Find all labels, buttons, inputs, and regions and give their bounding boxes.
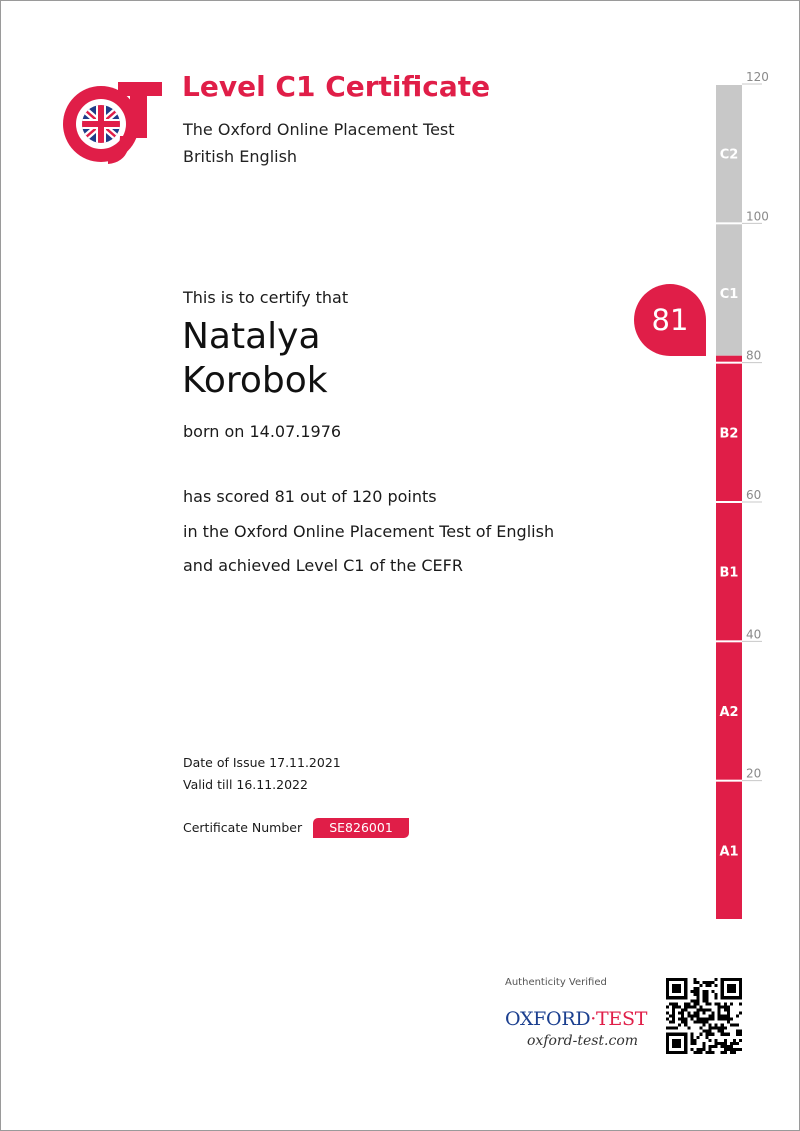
level-line: and achieved Level C1 of the CEFR <box>183 556 463 575</box>
brand-dot-icon: · <box>590 1008 597 1030</box>
scale-tick-label: 100 <box>746 209 769 224</box>
brand-test: TEST <box>596 1008 648 1030</box>
certificate-number-label: Certificate Number <box>183 820 303 835</box>
scale-tick-label: 20 <box>746 766 762 781</box>
scale-band-label: A2 <box>719 705 739 720</box>
candidate-first-name: Natalya <box>182 316 321 357</box>
scale-band-label: C2 <box>719 147 739 163</box>
score-bubble: 81 <box>634 284 706 356</box>
certify-line: This is to certify that <box>183 288 349 307</box>
oxford-test-url[interactable]: oxford-test.com <box>527 1033 639 1049</box>
date-of-issue: Date of Issue 17.11.2021 <box>183 755 341 770</box>
test-line: in the Oxford Online Placement Test of English <box>183 522 555 541</box>
oxford-test-brand <box>505 1008 647 1030</box>
oxford-test-logo-icon <box>58 78 164 170</box>
scale-tick-label: 120 <box>746 70 769 84</box>
scale-tick-label: 40 <box>746 627 762 642</box>
qr-code-icon[interactable] <box>666 978 742 1054</box>
test-variant: British English <box>183 147 298 166</box>
valid-till: Valid till 16.11.2022 <box>183 777 308 792</box>
brand-oxford: OXFORD <box>505 1008 591 1030</box>
birth-date-line: born on 14.07.1976 <box>183 422 342 441</box>
scale-band-label: B1 <box>719 565 739 581</box>
scale-band-c1-filled <box>716 356 742 362</box>
scale-band-label: A1 <box>719 844 739 860</box>
scale-tick-label: 60 <box>746 488 762 502</box>
certificate-number-badge: SE826001 <box>313 818 409 838</box>
cefr-score-scale <box>700 60 790 940</box>
scale-tick-label: 80 <box>746 348 762 363</box>
authenticity-verified: Authenticity Verified <box>505 977 607 988</box>
score-line: has scored 81 out of 120 points <box>183 487 437 506</box>
scale-band-label: C1 <box>719 287 739 302</box>
test-name: The Oxford Online Placement Test <box>183 120 455 139</box>
certificate-title: Level C1 Certificate <box>182 70 491 103</box>
candidate-last-name: Korobok <box>182 360 328 401</box>
scale-band-label: B2 <box>719 426 739 442</box>
